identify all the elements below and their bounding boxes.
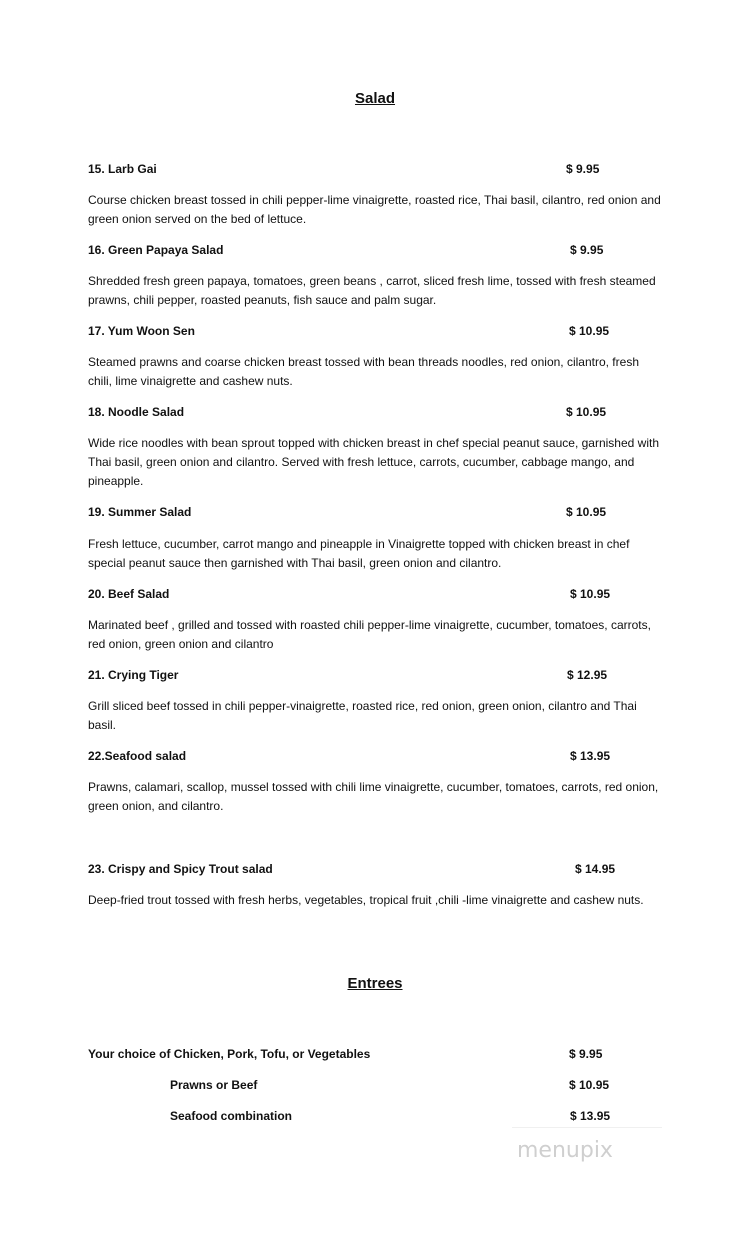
item-description: Fresh lettuce, cucumber, carrot mango and pineapple in Vinaigrette topped with chicken breast in chef special peanut sauce then garnished with Thai basil, green onion and cilantro. xyxy=(88,537,630,570)
item-name: 16. Green Papaya Salad xyxy=(88,243,224,257)
item-price: $ 9.95 xyxy=(566,162,600,176)
entrees-section-title: Entrees xyxy=(347,975,403,992)
item-name: 15. Larb Gai xyxy=(88,162,157,176)
item-name: 19. Summer Salad xyxy=(88,505,192,519)
entree-option-price: $ 9.95 xyxy=(569,1047,603,1061)
item-name: 22.Seafood salad xyxy=(88,749,187,763)
item-description: Prawns, calamari, scallop, mussel tossed with chili lime vinaigrette, cucumber, tomatoes, carrots, red onion, green onion, and cilantro. xyxy=(88,780,659,813)
menu-item-row xyxy=(88,405,658,423)
menu-item-row xyxy=(88,162,658,180)
item-name: 20. Beef Salad xyxy=(88,587,170,601)
menu-item-row xyxy=(88,505,658,523)
item-price: $ 14.95 xyxy=(575,862,616,876)
menu-item-row xyxy=(88,243,658,261)
menupix-watermark: menupix xyxy=(517,1138,613,1163)
salad-section-title: Salad xyxy=(354,90,396,107)
entree-option-row xyxy=(88,1047,658,1065)
item-price: $ 10.95 xyxy=(569,324,610,338)
entree-option-price: $ 10.95 xyxy=(569,1078,610,1092)
item-description: Wide rice noodles with bean sprout topped with chicken breast in chef special peanut sauce, garnished with Thai basil, green onion and cilantro. Served with fresh lettuce, carrots, cucumber, cabbage mango, and pineapple. xyxy=(88,436,660,488)
item-name: 23. Crispy and Spicy Trout salad xyxy=(88,862,273,876)
entree-option-row xyxy=(88,1078,658,1096)
item-price: $ 9.95 xyxy=(570,243,604,257)
item-description: Deep-fried trout tossed with fresh herbs, vegetables, tropical fruit ,chili -lime vinaigrette and cashew nuts. xyxy=(88,893,644,907)
menu-item-row xyxy=(88,324,658,342)
menu-item-row xyxy=(88,749,658,767)
entree-option-row xyxy=(88,1109,658,1127)
item-description: Shredded fresh green papaya, tomatoes, green beans , carrot, sliced fresh lime, tossed with fresh steamed prawns, chili pepper, roasted peanuts, fish sauce and palm sugar. xyxy=(88,274,656,307)
item-name: 18. Noodle Salad xyxy=(88,405,185,419)
item-price: $ 12.95 xyxy=(567,668,608,682)
item-price: $ 10.95 xyxy=(566,405,607,419)
item-description: Grill sliced beef tossed in chili pepper-vinaigrette, roasted rice, red onion, green onion, cilantro and Thai basil. xyxy=(88,699,637,732)
menu-item-row xyxy=(88,668,658,686)
item-description: Steamed prawns and coarse chicken breast tossed with bean threads noodles, red onion, cilantro, fresh chili, lime vinaigrette and cashew nuts. xyxy=(88,355,639,388)
item-price: $ 10.95 xyxy=(570,587,611,601)
entree-option-label: Seafood combination xyxy=(170,1109,293,1123)
watermark-divider xyxy=(512,1127,662,1128)
entree-option-price: $ 13.95 xyxy=(570,1109,611,1123)
entree-option-label: Your choice of Chicken, Pork, Tofu, or Vegetables xyxy=(88,1047,371,1061)
entree-option-label: Prawns or Beef xyxy=(170,1078,258,1092)
item-description: Course chicken breast tossed in chili pepper-lime vinaigrette, roasted rice, Thai basil, cilantro, red onion and green onion served on the bed of lettuce. xyxy=(88,193,661,226)
item-name: 21. Crying Tiger xyxy=(88,668,179,682)
menu-item-row xyxy=(88,587,658,605)
item-name: 17. Yum Woon Sen xyxy=(88,324,195,338)
item-price: $ 13.95 xyxy=(570,749,611,763)
menu-item-row xyxy=(88,862,658,880)
item-price: $ 10.95 xyxy=(566,505,607,519)
item-description: Marinated beef , grilled and tossed with roasted chili pepper-lime vinaigrette, cucumber, tomatoes, carrots, red onion, green onion and cilantro xyxy=(88,618,651,651)
